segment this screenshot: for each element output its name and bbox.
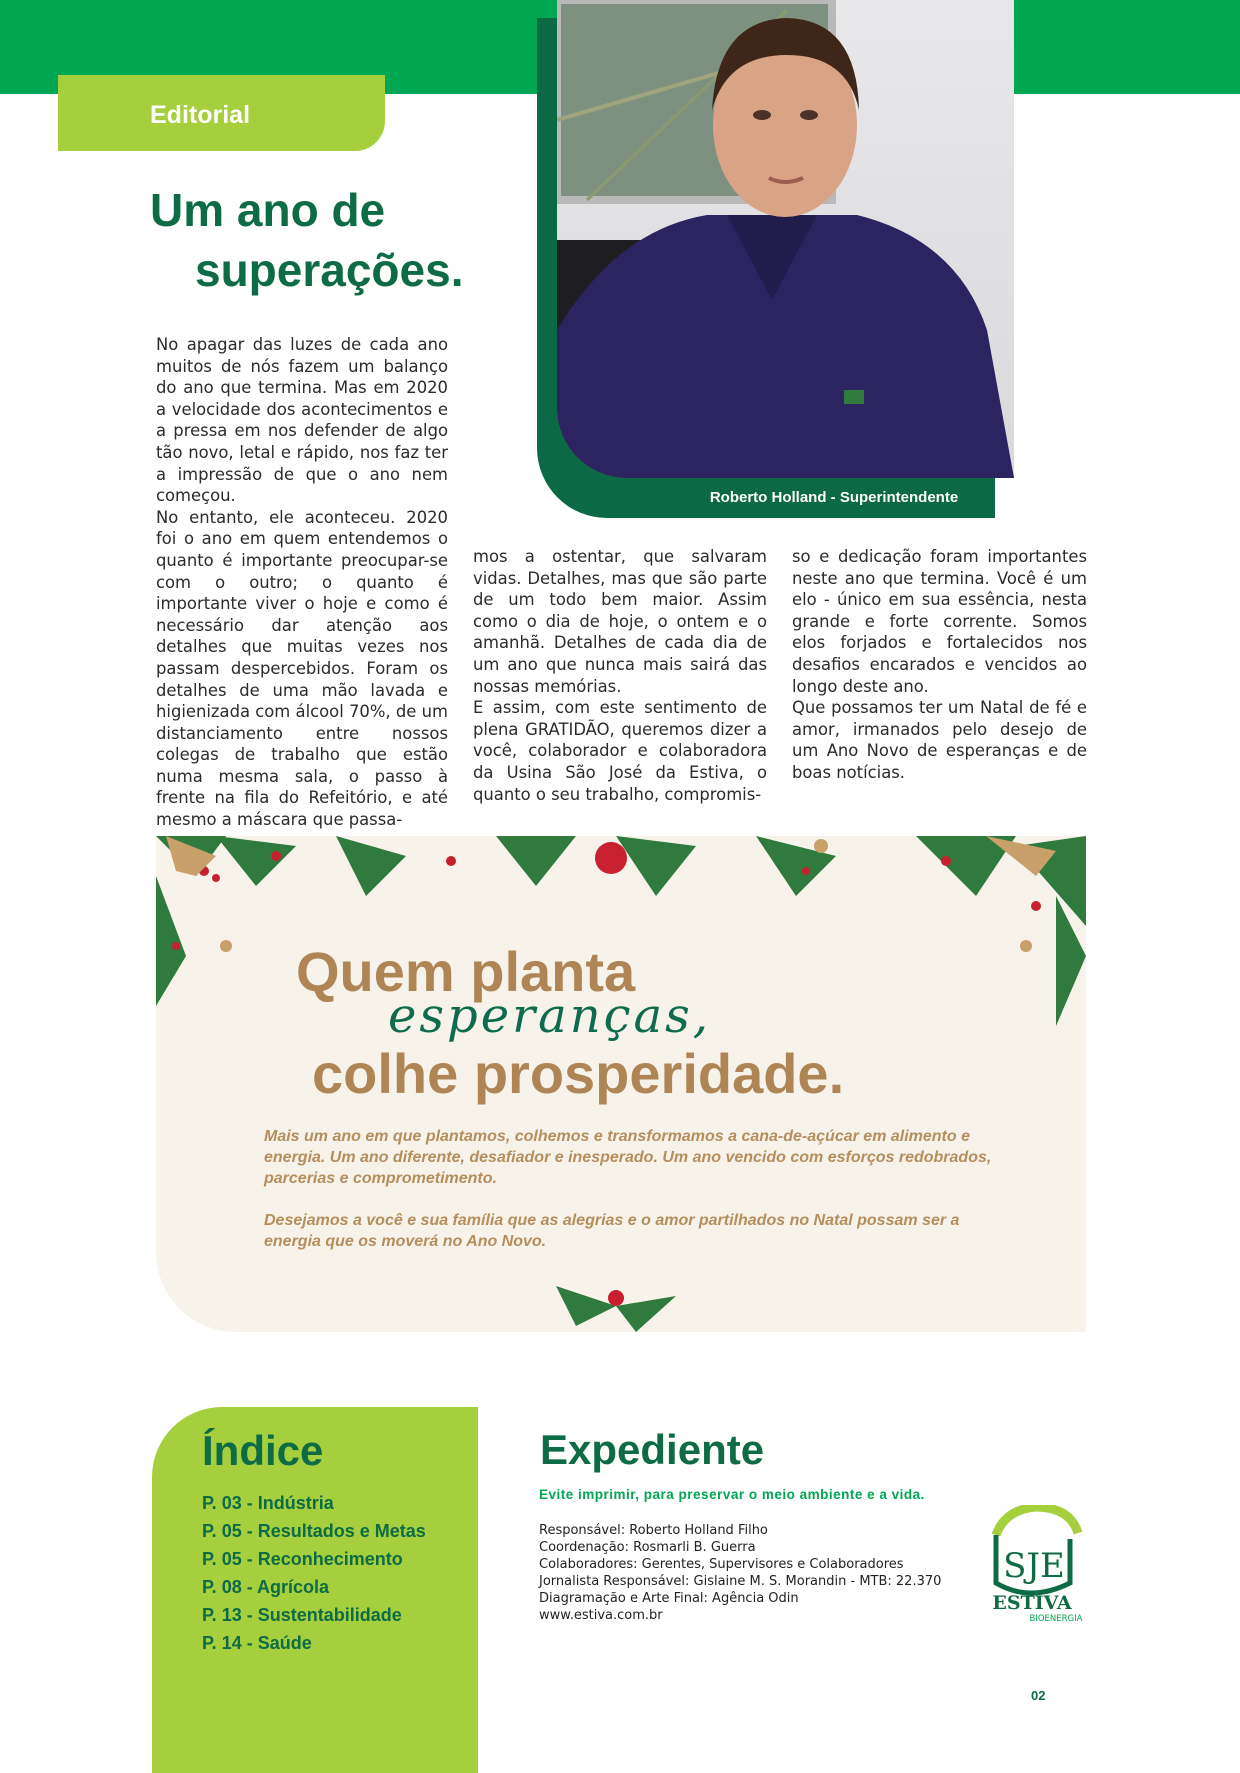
- index-item[interactable]: P. 05 - Reconhecimento: [202, 1549, 403, 1569]
- svg-text:SJE: SJE: [1003, 1546, 1065, 1586]
- credit-line: Diagramação e Arte Final: Agência Odin: [539, 1591, 799, 1606]
- index-panel: [152, 1407, 478, 1773]
- paragraph: No apagar das luzes de cada ano muitos de nós fazem um balanço do ano que termina. Mas em 2020 a velocidade dos acontecimentos e a pressa em nos defender de algo tão novo, letal e rápido, nos faz ter a impressão de que o ano nem começou.: [156, 335, 448, 506]
- paragraph: mos a ostentar, que salvaram vidas. Detalhes, mas que são parte de um todo bem maior. Assim como o dia de hoje, o ontem e o amanhã. Detalhes de cada dia de um ano que nunca mais sairá das nossas memórias.: [473, 547, 767, 696]
- banner-script-word: esperanças,: [388, 988, 712, 1044]
- expediente-title: Expediente: [540, 1426, 765, 1473]
- paragraph: so e dedicação foram importantes neste ano que termina. Você é um elo - único em sua essência, nesta grande e forte corrente. Somos elos forjados e fortalecidos nos desafios encarados e vencidos ao longo deste ano.: [792, 547, 1087, 696]
- banner-paragraph-2: Desejamos a você e sua família que as alegrias e o amor partilhados no Natal possam ser a energia que os moverá no Ano Novo.: [264, 1212, 960, 1250]
- editorial-column-3: [792, 546, 1087, 784]
- index-title: Índice: [202, 1427, 324, 1474]
- paragraph: E assim, com este sentimento de plena GRATIDÃO, queremos dizer a você, colaborador e colaboradora da Usina São José da Estiva, o quanto o seu trabalho, compromis-: [473, 698, 767, 804]
- index-item[interactable]: P. 13 - Sustentabilidade: [202, 1605, 402, 1625]
- index-item[interactable]: P. 08 - Agrícola: [202, 1577, 330, 1597]
- editorial-column-2: [473, 546, 767, 805]
- banner-headline-line-1: Quem planta: [296, 940, 636, 1003]
- christmas-banner: [156, 836, 1086, 1332]
- estiva-logo: [990, 1505, 1100, 1625]
- svg-text:BIOENERGIA: BIOENERGIA: [1029, 1614, 1083, 1624]
- credit-line: Jornalista Responsável: Gislaine M. S. Morandin - MTB: 22.370: [539, 1574, 942, 1589]
- expediente-credits: [539, 1522, 979, 1624]
- section-tag: [58, 75, 385, 151]
- index-item[interactable]: P. 05 - Resultados e Metas: [202, 1521, 426, 1541]
- portrait-photo: [557, 0, 1014, 478]
- svg-text:ESTIVA: ESTIVA: [992, 1592, 1072, 1614]
- index-item[interactable]: P. 14 - Saúde: [202, 1633, 312, 1653]
- paragraph: Que possamos ter um Natal de fé e amor, irmanados pelo desejo de um Ano Novo de esperanças e de boas notícias.: [792, 698, 1087, 782]
- section-tag-label: Editorial: [150, 101, 251, 129]
- index-item[interactable]: P. 03 - Indústria: [202, 1493, 334, 1513]
- photo-caption: Roberto Holland - Superintendente: [709, 489, 959, 506]
- expediente-slogan: Evite imprimir, para preservar o meio ambiente e a vida.: [539, 1487, 925, 1502]
- page-number: 02: [1031, 1688, 1046, 1703]
- credit-line: Responsável: Roberto Holland Filho: [539, 1523, 768, 1538]
- paragraph: No entanto, ele aconteceu. 2020 foi o ano em quem entendemos o quanto é importante preocupar-se com o outro; o quanto é importante viver o hoje e como é necessário dar atenção aos detalhes que muitas vezes nos passam despercebidos. Foram os detalhes de uma mão lavada e higienizada com álcool 70%, de um distanciamento entre nossos colegas de trabalho que estão numa mesma sala, o passo à frente na fila do Refeitório, e até mesmo a máscara que passa-: [156, 507, 448, 830]
- banner-headline-line-2: colhe prosperidade.: [312, 1042, 845, 1105]
- banner-paragraph-1: Mais um ano em que plantamos, colhemos e transformamos a cana-de-açúcar em alimento e energia. Um ano diferente, desafiador e inesperado. Um ano vencido com esforços redobrados, parcerias e comprometimento.: [264, 1128, 992, 1187]
- credit-line: Colaboradores: Gerentes, Supervisores e Colaboradores: [539, 1557, 904, 1572]
- index-list: [202, 1489, 426, 1657]
- page-title: [150, 180, 463, 300]
- title-line-2: superações.: [195, 244, 464, 296]
- credit-line: Coordenação: Rosmarli B. Guerra: [539, 1540, 756, 1555]
- editorial-column-1: [156, 334, 448, 831]
- website-link[interactable]: www.estiva.com.br: [539, 1608, 663, 1623]
- title-line-1: Um ano de: [150, 184, 386, 236]
